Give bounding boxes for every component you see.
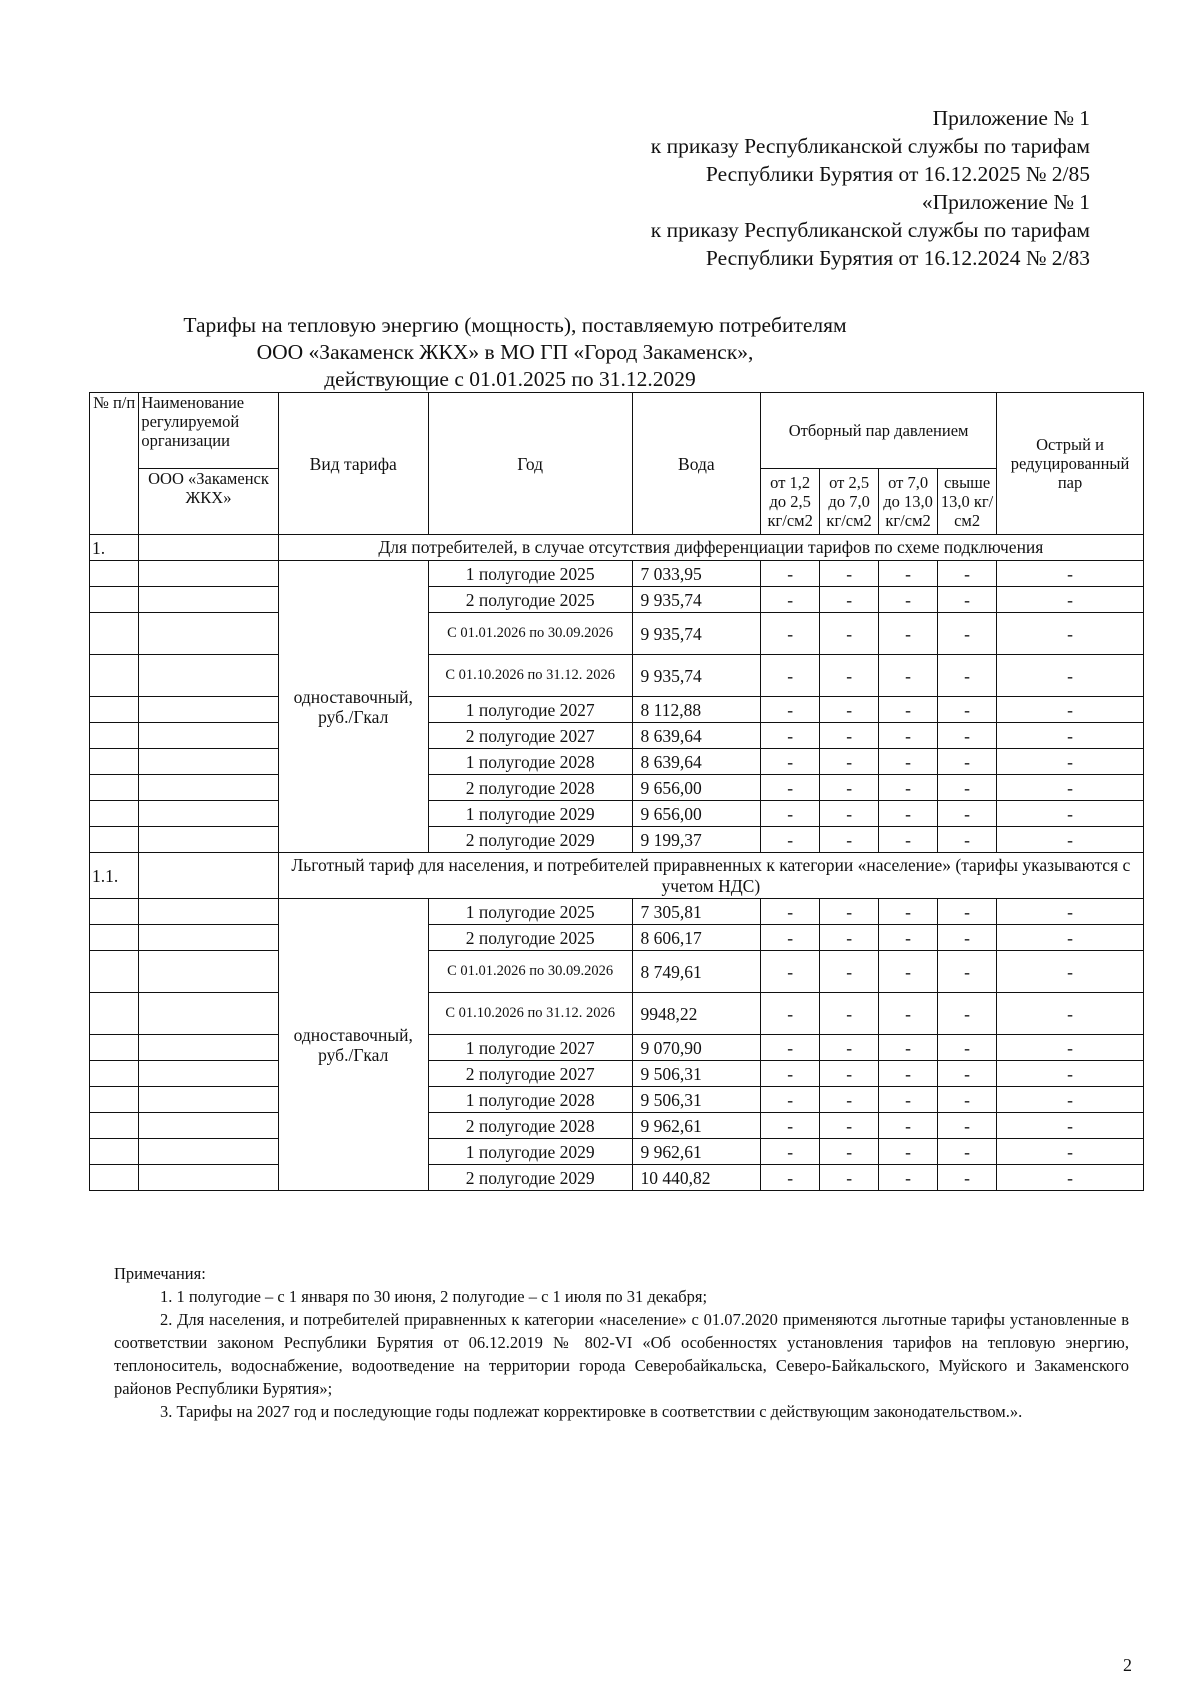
steam-1-value: -	[761, 749, 820, 775]
steam-2-value: -	[820, 827, 879, 853]
steam-3-value: -	[879, 655, 938, 697]
row-org-cell	[139, 899, 278, 925]
steam-4-value: -	[938, 1087, 997, 1113]
steam-4-value: -	[938, 723, 997, 749]
row-number-cell	[90, 993, 139, 1035]
sharp-steam-value: -	[997, 993, 1144, 1035]
steam-2-value: -	[820, 655, 879, 697]
header-org-name: Наименование регулируемой организации	[139, 393, 278, 469]
sharp-steam-value: -	[997, 1035, 1144, 1061]
steam-1-value: -	[761, 723, 820, 749]
section-caption: Льготный тариф для населения, и потребителей приравненных к категории «население» (тарифы указываются с учетом НДС)	[278, 853, 1143, 899]
steam-4-value: -	[938, 899, 997, 925]
water-value: 9 506,31	[632, 1061, 761, 1087]
row-org-cell	[139, 951, 278, 993]
steam-2-value: -	[820, 561, 879, 587]
header-sharp-steam: Острый и редуцированный пар	[997, 393, 1144, 535]
table-row	[90, 775, 1144, 801]
row-number-cell	[90, 801, 139, 827]
header-line: Приложение № 1	[932, 106, 1090, 130]
period-cell: 2 полугодие 2025	[428, 925, 632, 951]
table-row	[90, 723, 1144, 749]
steam-3-value: -	[879, 775, 938, 801]
table-row	[90, 697, 1144, 723]
header-steam-2: от 2,5 до 7,0 кг/см2	[820, 469, 879, 535]
table-row	[90, 561, 1144, 587]
row-org-cell	[139, 655, 278, 697]
water-value: 9 935,74	[632, 655, 761, 697]
row-number-cell	[90, 951, 139, 993]
table-row	[90, 993, 1144, 1035]
steam-2-value: -	[820, 801, 879, 827]
water-value: 10 440,82	[632, 1165, 761, 1191]
steam-3-value: -	[879, 587, 938, 613]
water-value: 8 606,17	[632, 925, 761, 951]
table-row	[90, 749, 1144, 775]
sharp-steam-value: -	[997, 925, 1144, 951]
steam-1-value: -	[761, 827, 820, 853]
sharp-steam-value: -	[997, 899, 1144, 925]
steam-3-value: -	[879, 561, 938, 587]
steam-4-value: -	[938, 561, 997, 587]
section-caption: Для потребителей, в случае отсутствия дифференциации тарифов по схеме подключения	[278, 535, 1143, 561]
steam-2-value: -	[820, 951, 879, 993]
steam-4-value: -	[938, 1139, 997, 1165]
table-row	[90, 899, 1144, 925]
sharp-steam-value: -	[997, 1139, 1144, 1165]
section-number: 1.	[90, 535, 139, 561]
steam-2-value: -	[820, 723, 879, 749]
steam-4-value: -	[938, 951, 997, 993]
table-row	[90, 925, 1144, 951]
steam-1-value: -	[761, 1139, 820, 1165]
tariff-type-cell: одноставочный, руб./Гкал	[278, 561, 428, 853]
steam-1-value: -	[761, 1061, 820, 1087]
table-row	[90, 951, 1144, 993]
row-number-cell	[90, 749, 139, 775]
row-org-cell	[139, 993, 278, 1035]
period-cell: 1 полугодие 2027	[428, 697, 632, 723]
row-number-cell	[90, 827, 139, 853]
header-line: «Приложение № 1	[921, 190, 1090, 214]
sharp-steam-value: -	[997, 951, 1144, 993]
steam-1-value: -	[761, 775, 820, 801]
period-cell: 2 полугодие 2027	[428, 723, 632, 749]
steam-4-value: -	[938, 1035, 997, 1061]
header-line: Республики Бурятия от 16.12.2024 № 2/83	[705, 246, 1090, 270]
period-cell: 2 полугодие 2028	[428, 1113, 632, 1139]
steam-3-value: -	[879, 1087, 938, 1113]
steam-1-value: -	[761, 613, 820, 655]
steam-1-value: -	[761, 1087, 820, 1113]
steam-3-value: -	[879, 723, 938, 749]
row-org-cell	[139, 587, 278, 613]
steam-3-value: -	[879, 1035, 938, 1061]
row-org-cell	[139, 1113, 278, 1139]
row-number-cell	[90, 1139, 139, 1165]
row-org-cell	[139, 749, 278, 775]
steam-4-value: -	[938, 613, 997, 655]
table-row	[90, 1139, 1144, 1165]
steam-3-value: -	[879, 827, 938, 853]
period-cell: 1 полугодие 2027	[428, 1035, 632, 1061]
notes-title: Примечания:	[114, 1264, 206, 1283]
water-value: 9 935,74	[632, 587, 761, 613]
steam-3-value: -	[879, 951, 938, 993]
steam-2-value: -	[820, 925, 879, 951]
sharp-steam-value: -	[997, 749, 1144, 775]
period-cell: 1 полугодие 2025	[428, 561, 632, 587]
period-cell: С 01.10.2026 по 31.12. 2026	[428, 655, 632, 697]
page-number: 2	[1123, 1655, 1132, 1675]
steam-4-value: -	[938, 801, 997, 827]
steam-3-value: -	[879, 993, 938, 1035]
appendix-header	[651, 104, 1090, 272]
steam-4-value: -	[938, 827, 997, 853]
row-number-cell	[90, 1061, 139, 1087]
period-cell: 2 полугодие 2029	[428, 1165, 632, 1191]
table-row	[90, 613, 1144, 655]
water-value: 8 112,88	[632, 697, 761, 723]
row-org-cell	[139, 723, 278, 749]
steam-1-value: -	[761, 561, 820, 587]
table-row	[90, 655, 1144, 697]
table-row	[90, 587, 1144, 613]
sharp-steam-value: -	[997, 587, 1144, 613]
row-number-cell	[90, 1165, 139, 1191]
steam-2-value: -	[820, 993, 879, 1035]
row-org-cell	[139, 801, 278, 827]
row-org-cell	[139, 613, 278, 655]
row-number-cell	[90, 697, 139, 723]
row-number-cell	[90, 587, 139, 613]
water-value: 9948,22	[632, 993, 761, 1035]
sharp-steam-value: -	[997, 1061, 1144, 1087]
tariff-type-cell: одноставочный, руб./Гкал	[278, 899, 428, 1191]
steam-4-value: -	[938, 925, 997, 951]
steam-4-value: -	[938, 1165, 997, 1191]
note-item: 3. Тарифы на 2027 год и последующие годы подлежат корректировке в соответствии с действующим законодательством.».	[160, 1402, 1023, 1421]
period-cell: 2 полугодие 2028	[428, 775, 632, 801]
steam-3-value: -	[879, 1165, 938, 1191]
steam-4-value: -	[938, 1113, 997, 1139]
row-number-cell	[90, 775, 139, 801]
steam-2-value: -	[820, 613, 879, 655]
steam-2-value: -	[820, 899, 879, 925]
table-row	[90, 1113, 1144, 1139]
steam-2-value: -	[820, 1139, 879, 1165]
water-value: 8 639,64	[632, 749, 761, 775]
title-line: ООО «Закаменск ЖКХ» в МО ГП «Город Закаменск»,	[256, 340, 754, 364]
header-steam-3: от 7,0 до 13,0 кг/см2	[879, 469, 938, 535]
steam-2-value: -	[820, 587, 879, 613]
document-title	[0, 312, 1200, 393]
steam-1-value: -	[761, 951, 820, 993]
table-row	[90, 1087, 1144, 1113]
period-cell: С 01.10.2026 по 31.12. 2026	[428, 993, 632, 1035]
period-cell: 1 полугодие 2028	[428, 1087, 632, 1113]
row-org-cell	[139, 1165, 278, 1191]
period-cell: 1 полугодие 2025	[428, 899, 632, 925]
row-org-cell	[139, 561, 278, 587]
table-row	[90, 827, 1144, 853]
section-caption-row	[90, 535, 1144, 561]
sharp-steam-value: -	[997, 655, 1144, 697]
period-cell: 2 полугодие 2027	[428, 1061, 632, 1087]
header-steam-group: Отборный пар давлением	[761, 393, 997, 469]
water-value: 7 033,95	[632, 561, 761, 587]
steam-1-value: -	[761, 925, 820, 951]
steam-2-value: -	[820, 1113, 879, 1139]
row-org-cell	[139, 827, 278, 853]
row-number-cell	[90, 723, 139, 749]
steam-1-value: -	[761, 655, 820, 697]
note-item: 1. 1 полугодие – с 1 января по 30 июня, 2 полугодие – с 1 июля по 31 декабря;	[160, 1287, 708, 1306]
steam-2-value: -	[820, 697, 879, 723]
steam-1-value: -	[761, 697, 820, 723]
sharp-steam-value: -	[997, 697, 1144, 723]
note-item: 2. Для населения, и потребителей приравненных к категории «население» с 01.07.2020 применяются льготные тарифы установленные в соответствии законом Республики Бурятия от 06.12.2019 № 802-VI «Об особенностях установления тарифов на тепловую энергию, теплоноситель, водоснабжение, водоотведение на территории города Северобайкальска, Северо-Байкальского, Муйского и Закаменского районов Республики Бурятия»;	[114, 1310, 1129, 1398]
sharp-steam-value: -	[997, 827, 1144, 853]
steam-3-value: -	[879, 749, 938, 775]
title-line: действующие с 01.01.2025 по 31.12.2029	[324, 367, 696, 391]
period-cell: 2 полугодие 2025	[428, 587, 632, 613]
steam-1-value: -	[761, 1113, 820, 1139]
section-org-cell	[139, 535, 278, 561]
row-org-cell	[139, 925, 278, 951]
steam-1-value: -	[761, 993, 820, 1035]
row-number-cell	[90, 613, 139, 655]
steam-4-value: -	[938, 697, 997, 723]
water-value: 8 749,61	[632, 951, 761, 993]
table-row	[90, 801, 1144, 827]
section-caption-row	[90, 853, 1144, 899]
row-number-cell	[90, 899, 139, 925]
section-org-cell	[139, 853, 278, 899]
steam-2-value: -	[820, 1165, 879, 1191]
period-cell: 2 полугодие 2029	[428, 827, 632, 853]
steam-1-value: -	[761, 587, 820, 613]
steam-4-value: -	[938, 587, 997, 613]
steam-4-value: -	[938, 993, 997, 1035]
steam-3-value: -	[879, 925, 938, 951]
steam-2-value: -	[820, 1061, 879, 1087]
steam-4-value: -	[938, 749, 997, 775]
steam-3-value: -	[879, 1061, 938, 1087]
sharp-steam-value: -	[997, 1113, 1144, 1139]
water-value: 8 639,64	[632, 723, 761, 749]
water-value: 9 199,37	[632, 827, 761, 853]
steam-3-value: -	[879, 697, 938, 723]
period-cell: 1 полугодие 2029	[428, 1139, 632, 1165]
water-value: 9 962,61	[632, 1113, 761, 1139]
steam-2-value: -	[820, 1087, 879, 1113]
title-line: Тарифы на тепловую энергию (мощность), поставляемую потребителям	[183, 313, 847, 337]
water-value: 9 656,00	[632, 775, 761, 801]
sharp-steam-value: -	[997, 1087, 1144, 1113]
row-number-cell	[90, 1113, 139, 1139]
header-org-value: ООО «Закаменск ЖКХ»	[139, 469, 278, 535]
steam-3-value: -	[879, 1139, 938, 1165]
water-value: 7 305,81	[632, 899, 761, 925]
header-line: к приказу Республиканской службы по тарифам	[650, 134, 1090, 158]
header-tariff-type: Вид тарифа	[278, 393, 428, 535]
steam-4-value: -	[938, 1061, 997, 1087]
sharp-steam-value: -	[997, 1165, 1144, 1191]
header-water: Вода	[632, 393, 761, 535]
steam-1-value: -	[761, 899, 820, 925]
table-row	[90, 1165, 1144, 1191]
table-row	[90, 1061, 1144, 1087]
water-value: 9 070,90	[632, 1035, 761, 1061]
row-number-cell	[90, 1087, 139, 1113]
header-num: № п/п	[90, 393, 139, 535]
water-value: 9 656,00	[632, 801, 761, 827]
steam-1-value: -	[761, 801, 820, 827]
tariff-table	[89, 392, 1144, 1191]
sharp-steam-value: -	[997, 561, 1144, 587]
period-cell: 1 полугодие 2028	[428, 749, 632, 775]
header-year: Год	[428, 393, 632, 535]
row-org-cell	[139, 1139, 278, 1165]
period-cell: 1 полугодие 2029	[428, 801, 632, 827]
steam-4-value: -	[938, 775, 997, 801]
water-value: 9 935,74	[632, 613, 761, 655]
sharp-steam-value: -	[997, 723, 1144, 749]
row-org-cell	[139, 775, 278, 801]
header-line: Республики Бурятия от 16.12.2025 № 2/85	[705, 162, 1090, 186]
steam-3-value: -	[879, 801, 938, 827]
row-org-cell	[139, 1061, 278, 1087]
water-value: 9 506,31	[632, 1087, 761, 1113]
period-cell: С 01.01.2026 по 30.09.2026	[428, 613, 632, 655]
steam-2-value: -	[820, 749, 879, 775]
steam-3-value: -	[879, 899, 938, 925]
header-steam-4: свыше 13,0 кг/см2	[938, 469, 997, 535]
sharp-steam-value: -	[997, 613, 1144, 655]
row-org-cell	[139, 1087, 278, 1113]
steam-1-value: -	[761, 1165, 820, 1191]
period-cell: С 01.01.2026 по 30.09.2026	[428, 951, 632, 993]
header-steam-1: от 1,2 до 2,5 кг/см2	[761, 469, 820, 535]
header-line: к приказу Республиканской службы по тарифам	[650, 218, 1090, 242]
sharp-steam-value: -	[997, 801, 1144, 827]
sharp-steam-value: -	[997, 775, 1144, 801]
row-number-cell	[90, 925, 139, 951]
section-number: 1.1.	[90, 853, 139, 899]
table-row	[90, 1035, 1144, 1061]
water-value: 9 962,61	[632, 1139, 761, 1165]
row-number-cell	[90, 561, 139, 587]
steam-1-value: -	[761, 1035, 820, 1061]
steam-3-value: -	[879, 613, 938, 655]
row-number-cell	[90, 655, 139, 697]
steam-3-value: -	[879, 1113, 938, 1139]
steam-2-value: -	[820, 775, 879, 801]
notes-block	[114, 1262, 1129, 1423]
steam-4-value: -	[938, 655, 997, 697]
steam-2-value: -	[820, 1035, 879, 1061]
row-number-cell	[90, 1035, 139, 1061]
row-org-cell	[139, 1035, 278, 1061]
row-org-cell	[139, 697, 278, 723]
